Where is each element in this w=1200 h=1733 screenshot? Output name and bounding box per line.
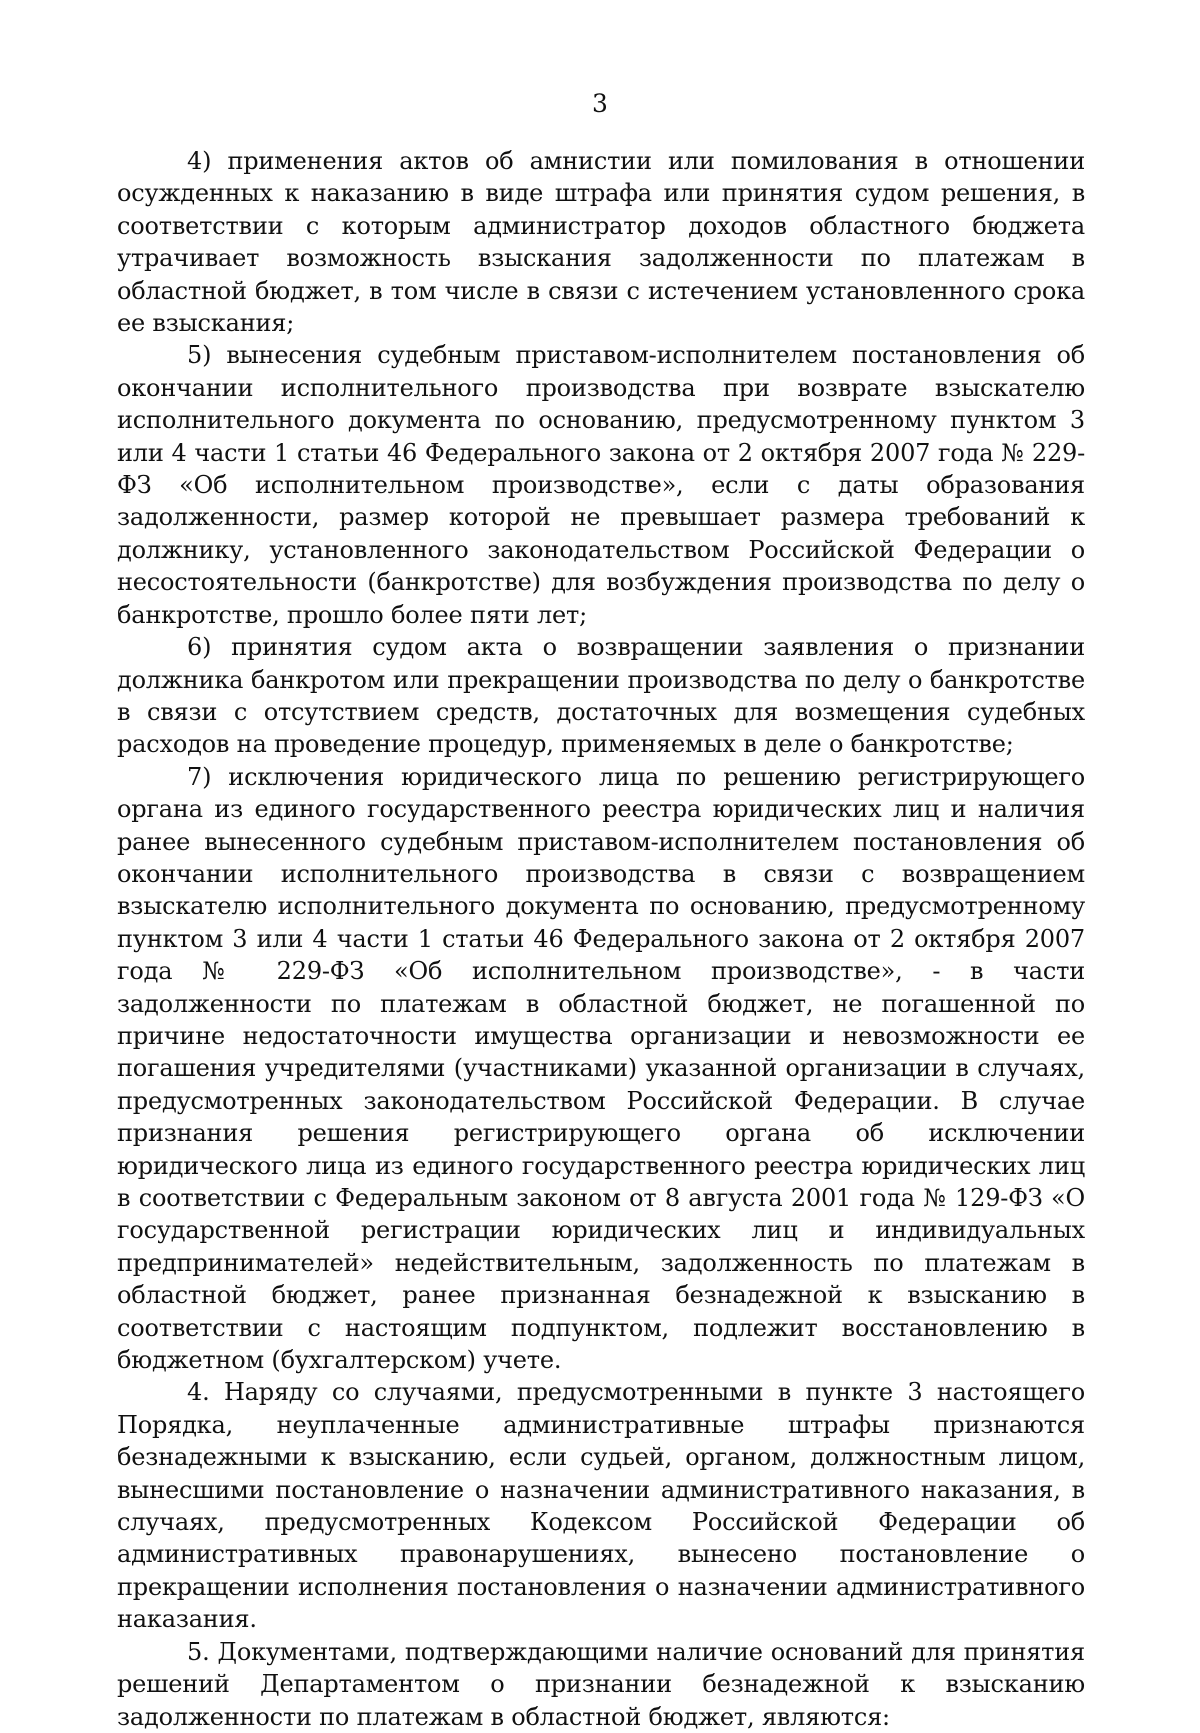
- page-number: 3: [592, 89, 608, 118]
- paragraph-subitem-7: 7) исключения юридического лица по решению регистрирующего органа из единого государственного реестра юридических лиц и наличия ранее вынесенного судебным приставом-исполнителем постановления об окончании исполнительного производства в связи с возвращением взыскателю исполнительного документа по основанию, предусмотренному пунктом 3 или 4 части 1 статьи 46 Федерального закона от 2 октября 2007 года № 229-ФЗ «Об исполнительном производстве», - в части задолженности по платежам в областной бюджет, не погашенной по причине недостаточности имущества организации и невозможности ее погашения учредителями (участниками) указанной организации в случаях, предусмотренных законодательством Российской Федерации. В случае признания решения регистрирующего органа об исключении юридического лица из единого государственного реестра юридических лиц в соответствии с Федеральным законом от 8 августа 2001 года № 129-ФЗ «О государственной регистрации юридических лиц и индивидуальных предпринимателей» недействительным, задолженность по платежам в областной бюджет, ранее признанная безнадежной к взысканию в соответствии с настоящим подпунктом, подлежит восстановлению в бюджетном (бухгалтерском) учете.: [117, 762, 1085, 1375]
- paragraph-item-4: 4. Наряду со случаями, предусмотренными в пункте 3 настоящего Порядка, неуплаченные административные штрафы признаются безнадежными к взысканию, если судьей, органом, должностным лицом, вынесшими постановление о назначении административного наказания, в случаях, предусмотренных Кодексом Российской Федерации об административных правонарушениях, вынесено постановление о прекращении исполнения постановления о назначении административного наказания.: [117, 1378, 1085, 1634]
- document-body: [117, 145, 1085, 1733]
- paragraph-subitem-5: 5) вынесения судебным приставом-исполнителем постановления об окончании исполнительного производства при возврате взыскателю исполнительного документа по основанию, предусмотренному пунктом 3 или 4 части 1 статьи 46 Федерального закона от 2 октября 2007 года № 229-ФЗ «Об исполнительном производстве», если с даты образования задолженности, размер которой не превышает размера требований к должнику, установленного законодательством Российской Федерации о несостоятельности (банкротстве) для возбуждения производства по делу о банкротстве, прошло более пяти лет;: [117, 341, 1085, 629]
- paragraph-subitem-4: 4) применения актов об амнистии или помилования в отношении осужденных к наказанию в виде штрафа или принятия судом решения, в соответствии с которым администратор доходов областного бюджета утрачивает возможность взыскания задолженности по платежам в областной бюджет, в том числе в связи с истечением установленного срока ее взыскания;: [117, 147, 1085, 338]
- paragraph-subitem-6: 6) принятия судом акта о возвращении заявления о признании должника банкротом или прекращении производства по делу о банкротстве в связи с отсутствием средств, достаточных для возмещения судебных расходов на проведение процедур, применяемых в деле о банкротстве;: [117, 633, 1085, 759]
- paragraph-item-5: 5. Документами, подтверждающими наличие оснований для принятия решений Департаментом о признании безнадежной к взысканию задолженности по платежам в областной бюджет, являются:: [117, 1637, 1085, 1731]
